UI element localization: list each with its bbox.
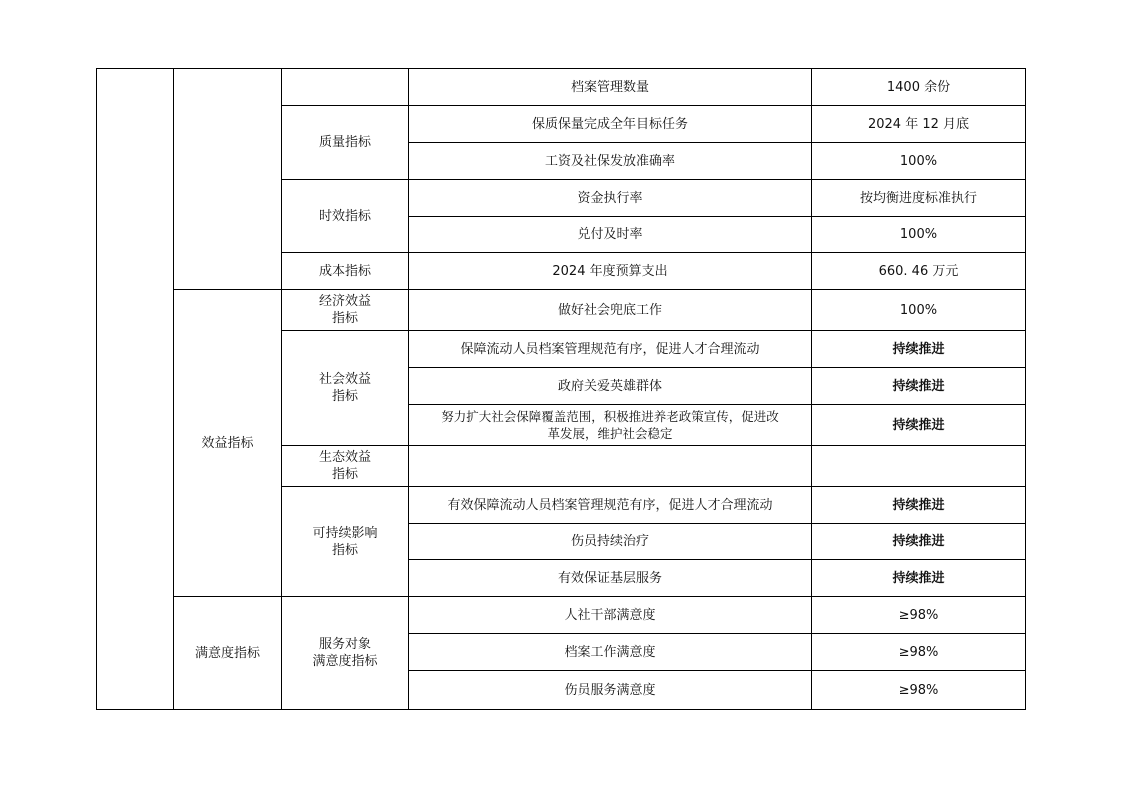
indicator-value: 持续推进 <box>812 405 1026 446</box>
subcategory-ecological: 生态效益 指标 <box>282 446 409 487</box>
indicator-value-empty <box>812 446 1026 487</box>
table-row <box>97 290 1026 331</box>
subcategory-sustainable: 可持续影响 指标 <box>282 487 409 597</box>
indicator-name: 做好社会兜底工作 <box>409 290 812 331</box>
indicator-value: 持续推进 <box>812 560 1026 597</box>
indicator-name: 保质保量完成全年目标任务 <box>409 106 812 143</box>
level2-cell-blank <box>174 69 282 290</box>
indicator-name: 保障流动人员档案管理规范有序，促进人才合理流动 <box>409 331 812 368</box>
level1-cell-blank <box>97 69 174 710</box>
indicator-value: 持续推进 <box>812 331 1026 368</box>
indicator-name: 伤员服务满意度 <box>409 671 812 710</box>
subcategory-timeliness: 时效指标 <box>282 180 409 253</box>
table-row <box>97 597 1026 634</box>
subcategory-social: 社会效益 指标 <box>282 331 409 446</box>
indicator-name: 努力扩大社会保障覆盖范围，积极推进养老政策宣传，促进改 革发展，维护社会稳定 <box>409 405 812 446</box>
indicator-name-empty <box>409 446 812 487</box>
subcategory-cell-blank <box>282 69 409 106</box>
indicator-name: 资金执行率 <box>409 180 812 217</box>
indicator-name: 有效保障流动人员档案管理规范有序，促进人才合理流动 <box>409 487 812 524</box>
indicator-name: 档案管理数量 <box>409 69 812 106</box>
indicator-value: ≥98% <box>812 634 1026 671</box>
indicator-name: 2024 年度预算支出 <box>409 253 812 290</box>
indicator-name: 政府关爱英雄群体 <box>409 368 812 405</box>
indicator-name: 兑付及时率 <box>409 217 812 253</box>
indicator-value: 持续推进 <box>812 524 1026 560</box>
indicator-name: 档案工作满意度 <box>409 634 812 671</box>
category-effect: 效益指标 <box>174 290 282 597</box>
indicator-name: 伤员持续治疗 <box>409 524 812 560</box>
subcategory-quality: 质量指标 <box>282 106 409 180</box>
subcategory-economic: 经济效益 指标 <box>282 290 409 331</box>
indicator-value: ≥98% <box>812 597 1026 634</box>
indicator-value: 100% <box>812 290 1026 331</box>
indicator-name: 人社干部满意度 <box>409 597 812 634</box>
indicator-value: 1400 余份 <box>812 69 1026 106</box>
indicator-value: 持续推进 <box>812 487 1026 524</box>
subcategory-service-satisfaction: 服务对象 满意度指标 <box>282 597 409 710</box>
table-row <box>97 69 1026 106</box>
indicator-value: 660. 46 万元 <box>812 253 1026 290</box>
indicator-value: 100% <box>812 143 1026 180</box>
performance-indicator-table <box>96 68 1026 710</box>
category-satisfaction: 满意度指标 <box>174 597 282 710</box>
indicator-name: 有效保证基层服务 <box>409 560 812 597</box>
subcategory-cost: 成本指标 <box>282 253 409 290</box>
indicator-value: 100% <box>812 217 1026 253</box>
indicator-value: 按均衡进度标准执行 <box>812 180 1026 217</box>
indicator-name: 工资及社保发放准确率 <box>409 143 812 180</box>
indicator-value: 持续推进 <box>812 368 1026 405</box>
indicator-value: 2024 年 12 月底 <box>812 106 1026 143</box>
indicator-value: ≥98% <box>812 671 1026 710</box>
